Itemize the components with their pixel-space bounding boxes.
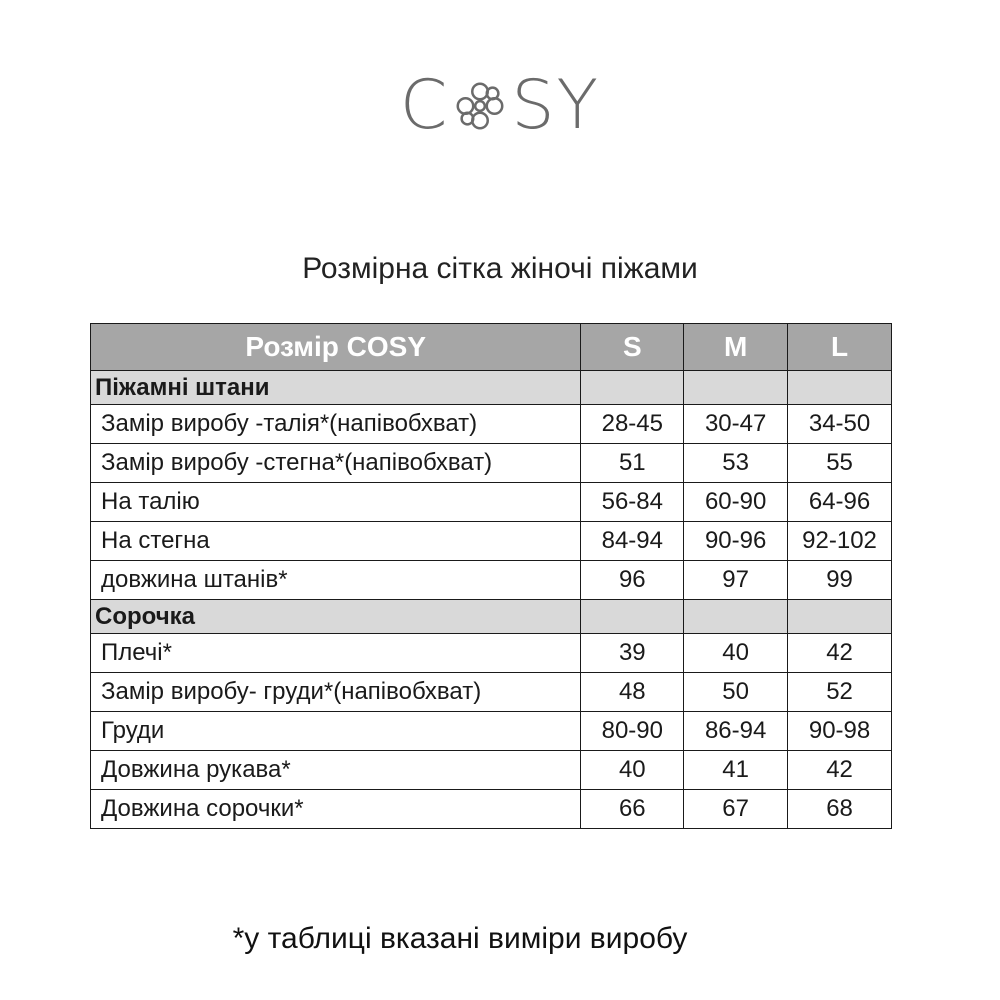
page-title: Розмірна сітка жіночі піжами [302, 252, 698, 285]
size-s-value: 40 [581, 751, 684, 790]
size-chart-table [90, 323, 892, 829]
size-m-value: 86-94 [684, 712, 788, 751]
header-size-l: L [788, 324, 892, 371]
measurement-label: Плечі* [91, 634, 581, 673]
table-row [91, 444, 892, 483]
header-size-m: M [684, 324, 788, 371]
flower-icon [451, 77, 509, 135]
measurement-label: Замір виробу -стегна*(напівобхват) [91, 444, 581, 483]
size-m-value: 40 [684, 634, 788, 673]
section-blank-cell [581, 371, 684, 405]
size-m-value: 97 [684, 561, 788, 600]
table-row [91, 634, 892, 673]
brand-logo [0, 66, 1000, 145]
size-l-value: 34-50 [788, 405, 892, 444]
measurement-label: На стегна [91, 522, 581, 561]
size-m-value: 50 [684, 673, 788, 712]
table-row [91, 405, 892, 444]
table-row [91, 673, 892, 712]
size-l-value: 99 [788, 561, 892, 600]
size-m-value: 60-90 [684, 483, 788, 522]
size-s-value: 80-90 [581, 712, 684, 751]
size-l-value: 52 [788, 673, 892, 712]
size-l-value: 42 [788, 751, 892, 790]
measurement-label: Довжина сорочки* [91, 790, 581, 829]
measurement-label: Довжина рукава* [91, 751, 581, 790]
header-size-s: S [581, 324, 684, 371]
table-header-row [91, 324, 892, 371]
size-l-value: 92-102 [788, 522, 892, 561]
section-blank-cell [788, 371, 892, 405]
size-m-value: 90-96 [684, 522, 788, 561]
section-row [91, 600, 892, 634]
section-title: Сорочка [91, 600, 581, 634]
size-l-value: 68 [788, 790, 892, 829]
size-s-value: 48 [581, 673, 684, 712]
section-row [91, 371, 892, 405]
table-row [91, 561, 892, 600]
size-l-value: 42 [788, 634, 892, 673]
measurement-label: Замір виробу -талія*(напівобхват) [91, 405, 581, 444]
section-blank-cell [788, 600, 892, 634]
size-s-value: 56-84 [581, 483, 684, 522]
size-l-value: 55 [788, 444, 892, 483]
measurement-label: Замір виробу- груди*(напівобхват) [91, 673, 581, 712]
size-s-value: 66 [581, 790, 684, 829]
measurement-label: На талію [91, 483, 581, 522]
footnote: *у таблиці вказані виміри виробу [232, 922, 688, 955]
size-s-value: 96 [581, 561, 684, 600]
section-blank-cell [684, 371, 788, 405]
header-size-label: Розмір COSY [91, 324, 581, 371]
measurement-label: довжина штанів* [91, 561, 581, 600]
size-s-value: 39 [581, 634, 684, 673]
logo-letter-c: C [399, 66, 450, 145]
section-blank-cell [684, 600, 788, 634]
logo-letters-sy: SY [511, 66, 601, 145]
size-l-value: 90-98 [788, 712, 892, 751]
size-m-value: 67 [684, 790, 788, 829]
size-m-value: 41 [684, 751, 788, 790]
table-row [91, 483, 892, 522]
table-row [91, 751, 892, 790]
size-s-value: 28-45 [581, 405, 684, 444]
measurement-label: Груди [91, 712, 581, 751]
table-row [91, 712, 892, 751]
section-title: Піжамні штани [91, 371, 581, 405]
size-l-value: 64-96 [788, 483, 892, 522]
size-m-value: 53 [684, 444, 788, 483]
size-m-value: 30-47 [684, 405, 788, 444]
table-row [91, 790, 892, 829]
size-s-value: 51 [581, 444, 684, 483]
size-s-value: 84-94 [581, 522, 684, 561]
table-row [91, 522, 892, 561]
section-blank-cell [581, 600, 684, 634]
